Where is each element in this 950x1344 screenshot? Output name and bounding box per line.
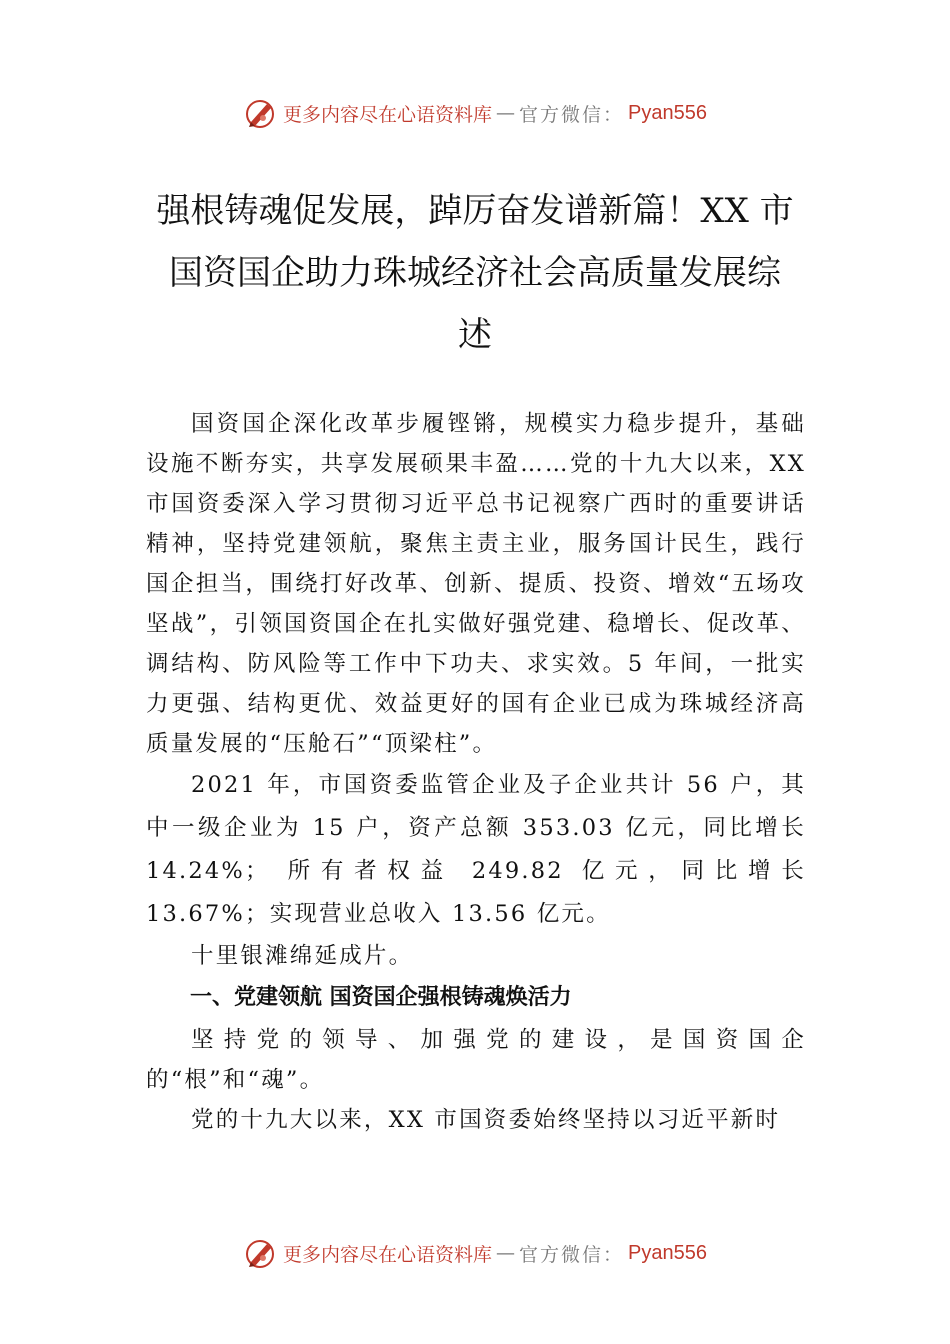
title-line: 强根铸魂促发展，踔厉奋发谱新篇！XX 市 (156, 191, 794, 231)
watermark-label: 官方微信： (519, 1243, 625, 1266)
writing-pen-icon (243, 1236, 277, 1270)
title-line: 国资国企助力珠城经济社会高质量发展综 (169, 253, 781, 293)
intro-paragraph: 国资国企深化改革步履铿锵，规模实力稳步提升，基础设施不断夯实，共享发展硕果丰盈……党的十九大以来，XX 市国资委深入学习贯彻习近平总书记视察广西时的重要讲话精神，坚持党建领航，聚焦主责主业，服务国计民生，践行国企担当，围绕打好改革、创新、提质、投资、增效“五场攻坚战”，引领国资国企在扎实做好强党建、稳增长、促改革、调结构、防风险等工作中下功夫、求实效。5 年间，一批实力更强、结构更优、效益更好的国有企业已成为珠城经济高质量发展的“压舱石”“顶梁柱”。 (146, 411, 806, 757)
writing-pen-icon (243, 96, 277, 130)
watermark-wechat-id: Pyan556 (628, 1241, 707, 1264)
document-body (146, 404, 806, 1140)
watermark-dash: — (496, 1242, 516, 1264)
watermark-text: 更多内容尽在心语资料库 (283, 103, 493, 126)
watermark-label: 官方微信： (519, 103, 625, 126)
watermark-dash: — (496, 102, 516, 124)
watermark-text: 更多内容尽在心语资料库 (283, 1243, 493, 1266)
section-heading: 一、党建领航 国资国企强根铸魂焕活力 (190, 985, 572, 1010)
watermark-header (0, 96, 950, 130)
section-paragraph: 坚持党的领导、加强党的建设，是国资国企的“根”和“魂”。 (146, 1027, 806, 1093)
short-paragraph: 十里银滩绵延成片。 (191, 943, 414, 969)
watermark-footer (0, 1236, 950, 1270)
statistics-paragraph: 2021 年，市国资委监管企业及子企业共计 56 户，其中一级企业为 15 户，资产总额 353.03 亿元，同比增长 14.24%； 所有者权益 249.82 亿元，同比增长 13.67%；实现营业总收入 13.56 亿元。 (146, 772, 806, 927)
section-paragraph: 党的十九大以来，XX 市国资委始终坚持以习近平新时 (191, 1107, 781, 1133)
document-title (140, 180, 810, 366)
watermark-wechat-id: Pyan556 (628, 101, 707, 124)
title-line: 述 (458, 315, 492, 355)
